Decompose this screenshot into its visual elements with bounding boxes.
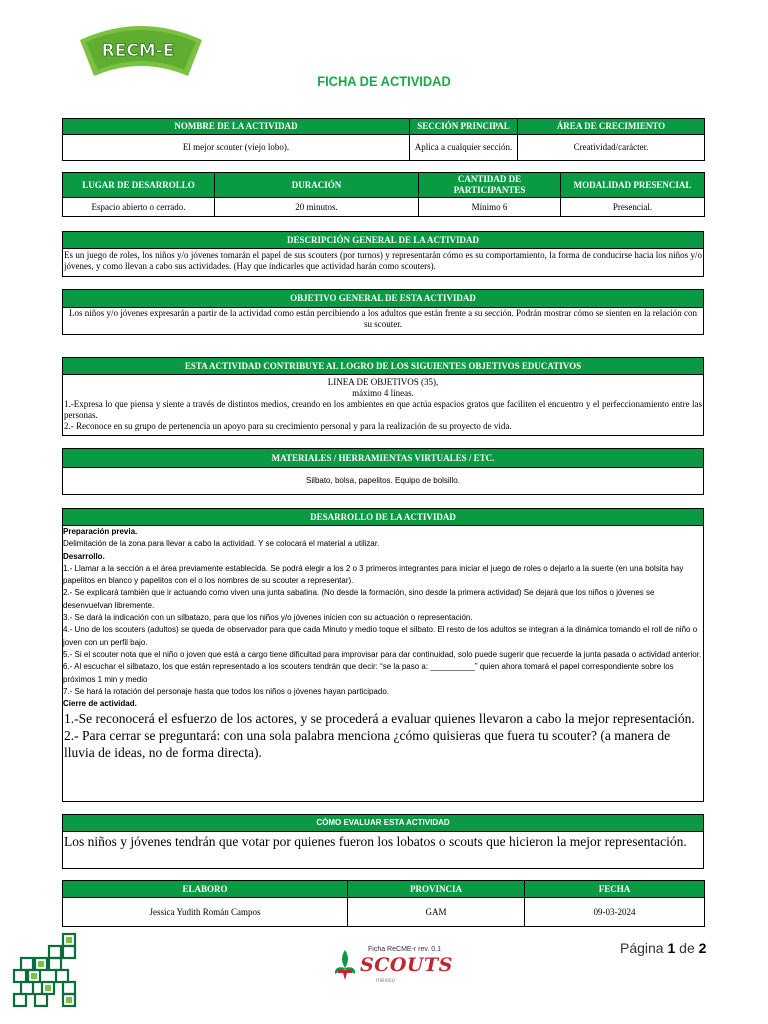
descripcion-section	[62, 231, 704, 277]
materiales-section	[62, 448, 704, 495]
decorative-squares-icon	[12, 932, 80, 1008]
objetivo-header: OBJETIVO GENERAL DE ESTA ACTIVIDAD	[63, 290, 703, 308]
materiales-text: Silbato, bolsa, papelitos. Equipo de bolsillo.	[306, 476, 460, 485]
descripcion-header: DESCRIPCIÓN GENERAL DE LA ACTIVIDAD	[63, 232, 703, 249]
col-header-elaboro: ELABORO	[63, 881, 348, 898]
page-total: 2	[698, 940, 707, 956]
materiales-header: MATERIALES / HERRAMIENTAS VIRTUALES / ETC.	[63, 449, 703, 468]
scouts-sub: méxico	[376, 978, 396, 984]
desarrollo-header: DESARROLLO DE LA ACTIVIDAD	[63, 509, 703, 526]
cell-modalidad: Presencial.	[561, 198, 705, 217]
dev-step-1: 1.- Llamar a la sección a el área previamente establecida. Se podrá elegir a los 2 o 3 primeros integrantes para iniciar el juego de roles o dejarlo a la suerte (en una bolsita hay papelitos en blanco y papelitos con el o los nombres de su scouter a representar).	[63, 563, 684, 586]
cell-fecha: 09-03-2024	[525, 898, 705, 927]
objetivo-item-2: 2.- Reconoce en su grupo de pertenencia un apoyo para su crecimiento personal y para la realización de su proyecto de vida.	[64, 421, 512, 431]
page-title: FICHA DE ACTIVIDAD	[317, 73, 451, 89]
scouts-footer-logo	[332, 944, 462, 990]
objetivos-educativos-section	[62, 357, 704, 436]
scouts-wordmark: SCOUTS	[360, 954, 453, 976]
cell-cantidad: Mínimo 6	[419, 198, 561, 217]
dev-step-6: 6.- Al escuchar el silbatazo, los que están representado a los scouters tendrán que decir: “se la paso a: __________” quien ahora tomará el papel correspondiente sobre los próximos 1 min y medio	[63, 662, 674, 684]
descripcion-text: Es un juego de roles, los niños y/o jóvenes tomarán el papel de sus scouters (por turnos) y representarán cómo es su comportamiento, la forma de conducirse hacia los niños y/o jóvenes, y como llevan a cabo sus actividades. (Hay que indicarles que actividad harán como scouters).	[64, 250, 702, 271]
close-item-2: 2.- Para cerrar se preguntará: con una sola palabra menciona ¿cómo quisieras que fuera tu scouter? (a manera de lluvia de ideas, no de forma directa).	[64, 728, 671, 761]
author-table	[62, 880, 705, 927]
evaluar-text: Los niños y jóvenes tendrán que votar por quienes fueron los lobatos o scouts que hicieron la mejor representación.	[64, 834, 687, 849]
activity-info-table	[62, 118, 705, 161]
fleur-de-lis-icon	[332, 948, 358, 982]
col-header-modalidad: MODALIDAD PRESENCIAL	[561, 173, 705, 198]
dev-step-2: 2.- Se explicará también que ir actuando como viven una junta sabatina. (No desde la formación, sino desde la primera actividad) Se dejará que los niños o jóvenes se desenvuelvan libremente.	[63, 588, 655, 610]
cell-lugar: Espacio abierto o cerrado.	[63, 198, 215, 217]
prep-title: Preparación previa.	[63, 527, 138, 536]
logistics-table	[62, 172, 705, 217]
objetivos-line1: LINEA DE OBJETIVOS (35),	[327, 377, 439, 387]
cell-provincia: GAM	[348, 898, 525, 927]
objetivo-section	[62, 289, 704, 335]
col-header-cantidad: CANTIDAD DE PARTICIPANTES	[419, 173, 561, 198]
col-header-fecha: FECHA	[525, 881, 705, 898]
col-header-lugar: LUGAR DE DESARROLLO	[63, 173, 215, 198]
col-header-area: ÁREA DE CRECIMIENTO	[518, 119, 705, 135]
prep-text: Delimitación de la zona para llevar a cabo la actividad. Y se colocará el material a utilizar.	[63, 539, 380, 549]
objetivo-item-1: 1.-Expresa lo que piensa y siente a través de distintos medios, creando en los ambientes en que actúa espacios gratos que faciliten el encuentro y el perfeccionamiento entre las personas.	[64, 399, 702, 420]
col-header-duracion: DURACIÓN	[215, 173, 419, 198]
objetivo-text: Los niños y/o jóvenes expresarán a partir de la actividad como están percibiendo a los adultos que están frente a su sección. Podrán mostrar cómo se sienten en la relación con su scouter.	[68, 308, 698, 329]
cell-area: Creatividad/carácter.	[518, 135, 705, 161]
dev-step-5: 5.- Si el scouter nota que el niño o joven que está a cargo tiene dificultad para improvisar para dar continuidad, solo puede sugerir que recuerde la junta pasada o actividad anterior.	[63, 649, 702, 659]
objetivos-line2: máximo 4 líneas.	[352, 388, 414, 398]
page-indicator	[620, 940, 706, 956]
close-title: Cierre de actividad.	[63, 699, 137, 709]
cell-nombre: El mejor scouter (viejo lobo).	[63, 135, 410, 161]
objetivos-educativos-header: ESTA ACTIVIDAD CONTRIBUYE AL LOGRO DE LOS SIGUIENTES OBJETIVOS EDUCATIVOS	[63, 358, 703, 375]
doc-ref: Ficha ReCME-r rev. 0.1	[368, 946, 441, 953]
recme-logo	[76, 18, 206, 80]
page-label: Página	[620, 940, 664, 956]
dev-title: Desarrollo.	[63, 551, 105, 561]
desarrollo-section	[62, 508, 704, 802]
col-header-seccion: SECCIÓN PRINCIPAL	[410, 119, 518, 135]
logo-text: RECM-E	[101, 41, 175, 61]
dev-step-3: 3.- Se dará la indicación con un silbatazo, para que los niños y/o jóvenes inicien con su actuación o representación.	[63, 613, 473, 623]
col-header-provincia: PROVINCIA	[348, 881, 525, 898]
evaluar-header: CÓMO EVALUAR ESTA ACTIVIDAD	[63, 815, 703, 832]
dev-step-4: 4.- Uno de los scouters (adultos) se queda de observador para que cada Minuto y medio toque el silbato. El resto de los adultos se integran a la dinámica tomando el roll de niño o joven con un perfil bajo.	[63, 625, 698, 647]
page-number: 1	[667, 940, 676, 956]
evaluar-section	[62, 814, 704, 869]
cell-seccion: Aplica a cualquier sección.	[410, 135, 518, 161]
col-header-nombre: NOMBRE DE LA ACTIVIDAD	[63, 119, 410, 135]
cell-elaboro: Jessica Yudith Román Campos	[63, 898, 348, 927]
cell-duracion: 20 minutos.	[215, 198, 419, 217]
dev-step-7: 7.- Se hará la rotación del personaje hasta que todos los niños o jóvenes hayan participado.	[63, 686, 389, 696]
close-item-1: 1.-Se reconocerá el esfuerzo de los actores, y se procederá a evaluar quienes llevaron a cabo la mejor representación.	[64, 711, 695, 727]
page-of: de	[679, 940, 695, 956]
